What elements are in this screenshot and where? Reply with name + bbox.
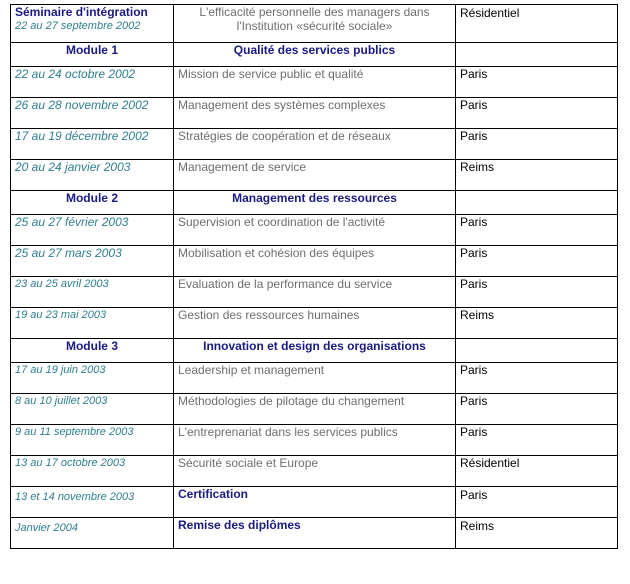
session-place: Paris [456, 67, 618, 98]
module-label: Module 2 [11, 191, 174, 215]
session-place: Paris [456, 394, 618, 425]
session-row [11, 98, 618, 129]
session-topic: Management des systèmes complexes [174, 98, 456, 129]
session-place: Paris [456, 246, 618, 277]
session-row [11, 456, 618, 487]
closing-row [11, 487, 618, 518]
session-place: Paris [456, 98, 618, 129]
session-topic: L'entreprenariat dans les services publics [174, 425, 456, 456]
session-date: 17 au 19 juin 2003 [11, 363, 174, 394]
session-row [11, 277, 618, 308]
session-topic: Supervision et coordination de l'activité [174, 215, 456, 246]
session-place: Reims [456, 308, 618, 339]
session-topic: Méthodologies de pilotage du changement [174, 394, 456, 425]
session-topic: Gestion des ressources humaines [174, 308, 456, 339]
training-schedule-table [10, 4, 618, 549]
module-place-empty [456, 339, 618, 363]
module-header-row [11, 191, 618, 215]
seminar-place: Résidentiel [456, 5, 618, 43]
session-place: Résidentiel [456, 456, 618, 487]
session-topic: Mobilisation et cohésion des équipes [174, 246, 456, 277]
session-date: 22 au 24 octobre 2002 [11, 67, 174, 98]
session-place: Paris [456, 363, 618, 394]
module-header-row [11, 43, 618, 67]
seminar-topic: L'efficacité personnelle des managers dans l'Institution «sécurité sociale» [174, 5, 456, 43]
session-date: 8 au 10 juillet 2003 [11, 394, 174, 425]
module-label: Module 3 [11, 339, 174, 363]
session-row [11, 129, 618, 160]
seminar-cell [11, 5, 174, 43]
session-date: 23 au 25 avril 2003 [11, 277, 174, 308]
session-date: 20 au 24 janvier 2003 [11, 160, 174, 191]
module-title: Management des ressources [174, 191, 456, 215]
session-topic: Management de service [174, 160, 456, 191]
session-row [11, 308, 618, 339]
session-date: 17 au 19 décembre 2002 [11, 129, 174, 160]
session-place: Paris [456, 215, 618, 246]
seminar-title: Séminaire d'intégration [15, 5, 148, 19]
session-topic: Evaluation de la performance du service [174, 277, 456, 308]
session-place: Paris [456, 425, 618, 456]
session-date: 13 au 17 octobre 2003 [11, 456, 174, 487]
session-row [11, 425, 618, 456]
session-topic: Sécurité sociale et Europe [174, 456, 456, 487]
session-row [11, 67, 618, 98]
session-place: Paris [456, 129, 618, 160]
session-topic: Leadership et management [174, 363, 456, 394]
session-row [11, 246, 618, 277]
module-place-empty [456, 43, 618, 67]
seminar-row [11, 5, 618, 43]
session-topic: Stratégies de coopération et de réseaux [174, 129, 456, 160]
session-place: Reims [456, 160, 618, 191]
session-row [11, 363, 618, 394]
session-place: Paris [456, 277, 618, 308]
session-date: 26 au 28 novembre 2002 [11, 98, 174, 129]
session-row [11, 160, 618, 191]
closing-date: 13 et 14 novembre 2003 [11, 487, 174, 518]
closing-title: Remise des diplômes [174, 518, 456, 549]
module-title: Innovation et design des organisations [174, 339, 456, 363]
module-title: Qualité des services publics [174, 43, 456, 67]
closing-row [11, 518, 618, 549]
closing-title: Certification [174, 487, 456, 518]
closing-place: Paris [456, 487, 618, 518]
session-date: 25 au 27 mars 2003 [11, 246, 174, 277]
session-row [11, 394, 618, 425]
session-date: 9 au 11 septembre 2003 [11, 425, 174, 456]
module-header-row [11, 339, 618, 363]
session-date: 19 au 23 mai 2003 [11, 308, 174, 339]
session-topic: Mission de service public et qualité [174, 67, 456, 98]
closing-place: Reims [456, 518, 618, 549]
module-place-empty [456, 191, 618, 215]
session-date: 25 au 27 février 2003 [11, 215, 174, 246]
seminar-dates: 22 au 27 septembre 2002 [15, 20, 141, 32]
module-label: Module 1 [11, 43, 174, 67]
closing-date: Janvier 2004 [11, 518, 174, 549]
session-row [11, 215, 618, 246]
